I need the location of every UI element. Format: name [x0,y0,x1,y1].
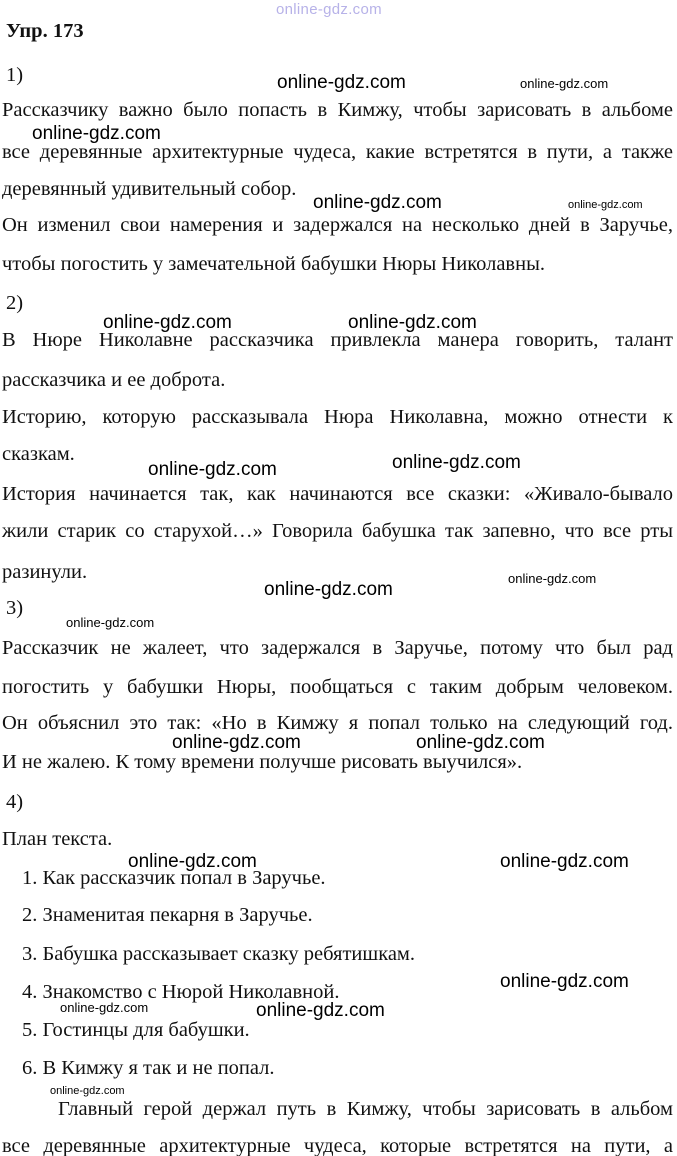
plan-item: 2. Знаменитая пекарня в Заручье. [22,904,313,926]
watermark: online-gdz.com [500,851,629,872]
section-number-1: 1) [6,64,24,86]
section-1-line-4: Он изменил свои намерения и задержался на несколько дней в Заручье, [2,214,673,236]
section-2-line-1: В Нюре Николавне рассказчика привлекла манера говорить, талант [2,329,673,351]
section-2-line-6: жили старик со старухой…» Говорила бабушка так запевно, что все рты [2,520,673,542]
section-2-line-5: История начинается так, как начинаются все сказки: «Живало-бывало [2,483,673,505]
section-1-line-3: деревянный удивительный собор. [2,178,297,200]
section-3-line-2: погостить у бабушки Нюры, пообщаться с таким добрым человеком. [2,676,673,698]
watermark: online-gdz.com [392,452,521,473]
plan-item: 4. Знакомство с Нюрой Николавной. [22,981,340,1003]
section-3-line-4: И не жалею. К тому времени получше рисовать выучился». [2,751,523,773]
watermark: online-gdz.com [256,1000,385,1021]
watermark: online-gdz.com [32,123,161,144]
watermark: online-gdz.com [313,192,442,213]
section-2-line-2: рассказчика и ее доброта. [2,369,226,391]
watermark: online-gdz.com [500,971,629,992]
watermark: online-gdz.com [128,851,257,872]
summary-line-1: Главный герой держал путь в Кимжу, чтобы зарисовать в альбом [58,1098,673,1120]
section-2-line-4: сказкам. [2,443,75,465]
plan-item: 6. В Кимжу я так и не попал. [22,1057,275,1079]
section-number-4: 4) [6,791,24,813]
plan-item: 5. Гостинцы для бабушки. [22,1019,250,1041]
watermark: online-gdz.com [508,571,597,586]
watermark: online-gdz.com [520,76,609,91]
watermark: online-gdz.com [103,312,232,333]
top-watermark: online-gdz.com [276,1,382,18]
section-number-2: 2) [6,292,24,314]
watermark: online-gdz.com [66,615,155,630]
watermark: online-gdz.com [264,579,393,600]
watermark: online-gdz.com [50,1085,125,1097]
plan-title: План текста. [2,828,113,850]
section-3-line-3: Он объяснил это так: «Но в Кимжу я попал только на следующий год. [2,712,673,734]
watermark: online-gdz.com [348,312,477,333]
watermark: online-gdz.com [277,72,406,93]
exercise-title: Упр. 173 [6,20,84,42]
watermark: online-gdz.com [60,1000,149,1015]
section-1-line-5: чтобы погостить у замечательной бабушки Нюры Николавны. [2,253,545,275]
watermark: online-gdz.com [172,732,301,753]
plan-item: 3. Бабушка рассказывает сказку ребятишкам. [22,943,416,965]
summary-line-2: все деревянные архитектурные чудеса, которые встретятся на пути, а [2,1135,673,1156]
section-number-3: 3) [6,597,24,619]
section-3-line-1: Рассказчик не жалеет, что задержался в Заручье, потому что был рад [2,637,673,659]
watermark: online-gdz.com [568,199,643,211]
plan-item: 1. Как рассказчик попал в Заручье. [22,867,326,889]
section-2-line-7: разинули. [2,561,88,583]
section-1-line-1: Рассказчику важно было попасть в Кимжу, чтобы зарисовать в альбоме [2,99,673,121]
section-1-line-2: все деревянные архитектурные чудеса, какие встретятся в пути, а также [2,141,673,163]
section-2-line-3: Историю, которую рассказывала Нюра Николавна, можно отнести к [2,406,673,428]
watermark: online-gdz.com [148,459,277,480]
watermark: online-gdz.com [416,732,545,753]
